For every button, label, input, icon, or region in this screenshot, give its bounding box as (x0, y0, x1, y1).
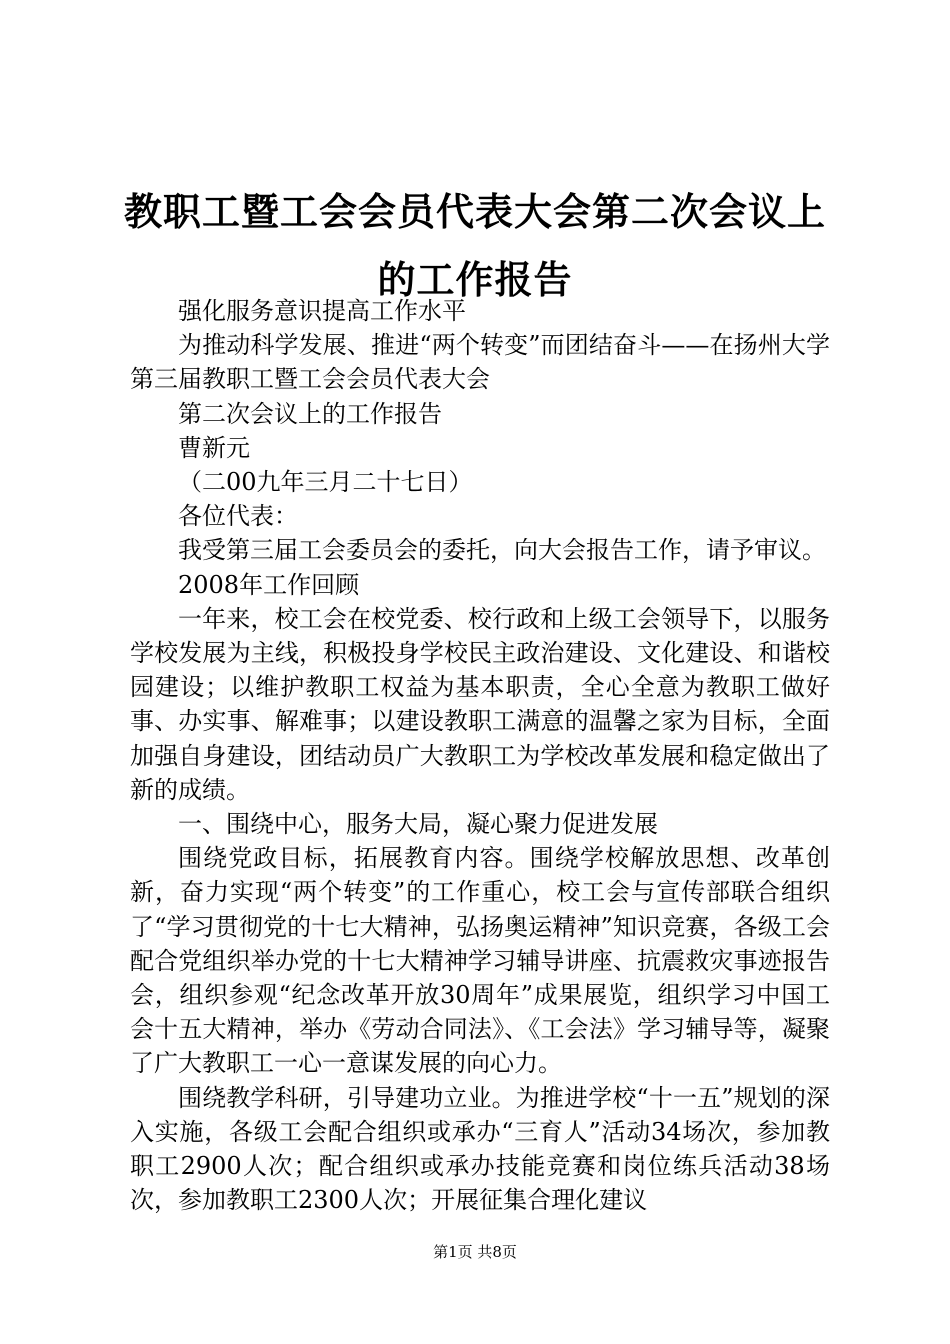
paragraph: 2008年工作回顾 (178, 570, 360, 599)
paragraph: 为推动科学发展、推进“两个转变”而团结奋斗——在扬州大学第三届教职工暨工会会员代表大会 (130, 331, 830, 394)
paragraph: 强化服务意识提高工作水平 (178, 297, 466, 325)
paragraph: 一、围绕中心，服务大局，凝心聚力促进发展 (178, 810, 658, 839)
document-body (130, 294, 830, 1217)
paragraph: 一年来，校工会在校党委、校行政和上级工会领导下，以服务学校发展为主线，积极投身学校民主政治建设、文化建设、和谐校园建设；以维护教职工权益为基本职责，全心全意为教职工做好事、办实事、解难事；以建设教职工满意的温馨之家为目标，全面加强自身建设，团结动员广大教职工为学校改革发展和稳定做出了新的成绩。 (130, 604, 830, 804)
paragraph: 我受第三届工会委员会的委托，向大会报告工作，请予审议。 (178, 536, 826, 565)
paragraph: 各位代表： (178, 502, 298, 531)
paragraph: 围绕教学科研，引导建功立业。为推进学校“十一五”规划的深入实施，各级工会配合组织或承办“三育人”活动34场次，参加教职工2900人次；配合组织或承办技能竞赛和岗位练兵活动38场次，参加教职工2300人次；开展征集合理化建议 (130, 1083, 830, 1215)
document-title: 教职工暨工会会员代表大会第二次会议上的工作报告 (123, 189, 826, 302)
paragraph: 曹新元 (178, 433, 250, 462)
paragraph: （二00九年三月二十七日） (178, 468, 473, 497)
paragraph: 第二次会议上的工作报告 (178, 399, 442, 428)
page-footer: 第1页 共8页 (433, 1243, 517, 1261)
paragraph: 围绕党政目标，拓展教育内容。围绕学校解放思想、改革创新，奋力实现“两个转变”的工作重心，校工会与宣传部联合组织了“学习贯彻党的十七大精神，弘扬奥运精神”知识竞赛，各级工会配合党组织举办党的十七大精神学习辅导讲座、抗震救灾事迹报告会，组织参观“纪念改革开放30周年”成果展览，组织学习中国工会十五大精神，举办《劳动合同法》、《工会法》学习辅导等，凝聚了广大教职工一心一意谋发展的向心力。 (130, 844, 830, 1078)
